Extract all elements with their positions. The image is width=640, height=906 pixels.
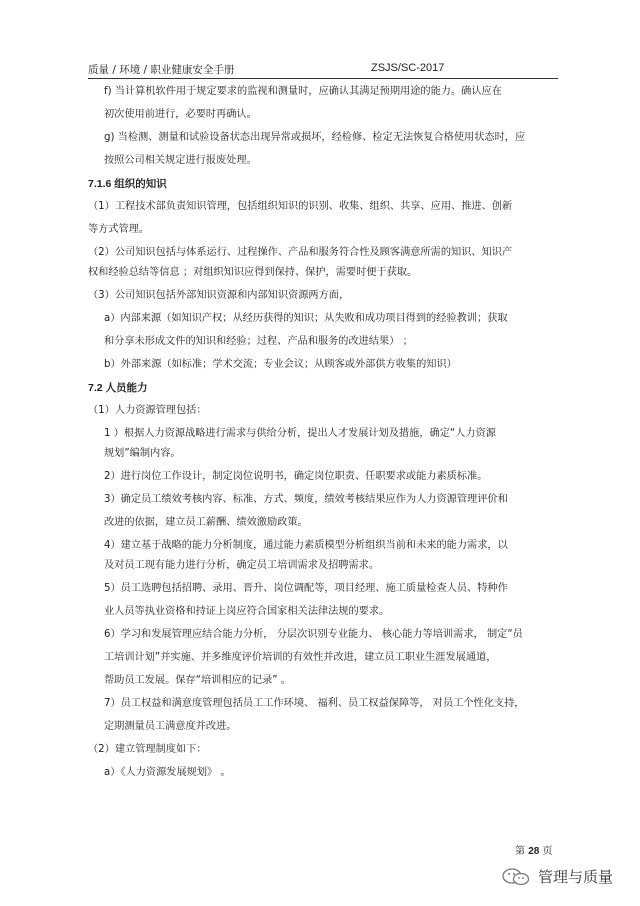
paragraph-line: （2）建立管理制度如下： — [88, 744, 207, 755]
watermark-text: 管理与质量 — [538, 868, 614, 886]
paragraph-line: a）内部来源（如知识产权；从经历获得的知识；从失败和成功项目得到的经验教训；获取 — [104, 313, 508, 324]
page-number-prefix: 第 — [515, 846, 525, 857]
section-heading-7-1-6: 7.1.6 组织的知识 — [88, 178, 167, 190]
paragraph-line: 权和经验总结等信息 ；对组织知识应得到保持、保护，需要时便于获取。 — [88, 267, 418, 278]
list-item: 6）学习和发展管理应结合能力分析， 分层次识别专业能力、 核心能力等培训需求， 制定“员 — [104, 629, 523, 640]
paragraph-line: （1）人力资源管理包括： — [88, 405, 207, 416]
header-doc-code: ZSJS/SC-2017 — [371, 62, 445, 74]
clause-f-line-1: f) 当计算机软件用于规定要求的监视和测量时，应确认其满足预期用途的能力。确认应在 — [104, 86, 502, 97]
list-item: 规划”编制内容。 — [104, 448, 181, 459]
clause-g-line-1: g) 当检测、测量和试验设备状态出现异常或损坏，经检修、检定无法恢复合格使用状态时，应 — [104, 132, 526, 143]
paragraph-line: b）外部来源（如标准；学术交流；专业会议；从顾客或外部供方收集的知识） — [104, 359, 457, 370]
list-item: 帮助员工发展。保存“培训相应的记录” 。 — [104, 675, 291, 686]
list-item: 4）建立基于战略的能力分析制度，通过能力素质模型分析组织当前和未来的能力需求，以 — [104, 540, 508, 551]
section-heading-7-2: 7.2 人员能力 — [88, 382, 148, 394]
list-item: 工培训计划”并实施、并多维度评价培训的有效性并改进，建立员工职业生涯发展通道， — [104, 652, 497, 663]
list-item: 改进的依据，建立员工薪酬、绩效激励政策。 — [104, 517, 308, 528]
list-item: 定期测量员工满意度并改进。 — [104, 721, 237, 732]
list-item: 7）员工权益和满意度管理包括员工工作环境、 福利、员工权益保障等， 对员工个性化支持， — [104, 698, 525, 709]
paragraph-line: 和分享未形成文件的知识和经验；过程、产品和服务的改进结果） ； — [104, 336, 413, 347]
wechat-icon — [501, 868, 531, 886]
list-item: 3）确定员工绩效考核内容、标准、方式、频度，绩效考核结果应作为人力资源管理评价和 — [104, 494, 508, 505]
header-divider — [88, 78, 558, 79]
page-number — [515, 842, 553, 857]
clause-f-line-2: 初次使用前进行，必要时再确认。 — [104, 109, 257, 120]
list-item: a）《人力资源发展规划》 。 — [104, 767, 231, 778]
paragraph-line: （2）公司知识包括与体系运行、过程操作、产品和服务符合性及顾客满意所需的知识、知识产 — [88, 247, 513, 258]
paragraph-line: （1）工程技术部负责知识管理，包括组织知识的识别、收集、组织、共享、应用、推进、创新 — [88, 201, 513, 212]
page-number-suffix: 页 — [542, 846, 553, 857]
list-item: 1 ）根据人力资源战略进行需求与供给分析，提出人才发展计划及措施，确定“人力资源 — [104, 428, 496, 439]
page-number-value: 28 — [528, 846, 540, 857]
paragraph-line: 等方式管理。 — [88, 224, 150, 235]
list-item: 及对员工现有能力进行分析，确定员工培训需求及招聘需求。 — [104, 560, 380, 571]
list-item: 2）进行岗位工作设计，制定岗位说明书，确定岗位职责、任职要求或能力素质标准。 — [104, 471, 488, 482]
header-title: 质量 / 环境 / 职业健康安全手册 — [88, 64, 235, 76]
list-item: 业人员等执业资格和持证上岗应符合国家相关法律法规的要求。 — [104, 606, 390, 617]
list-item: 5）员工选聘包括招聘、录用、晋升、岗位调配等，项目经理、施工质量检查人员、特种作 — [104, 583, 508, 594]
paragraph-line: （3）公司知识包括外部知识资源和内部知识资源两方面， — [88, 290, 350, 301]
page-header — [88, 62, 558, 78]
clause-g-line-2: 按照公司相关规定进行报废处理。 — [104, 155, 257, 166]
